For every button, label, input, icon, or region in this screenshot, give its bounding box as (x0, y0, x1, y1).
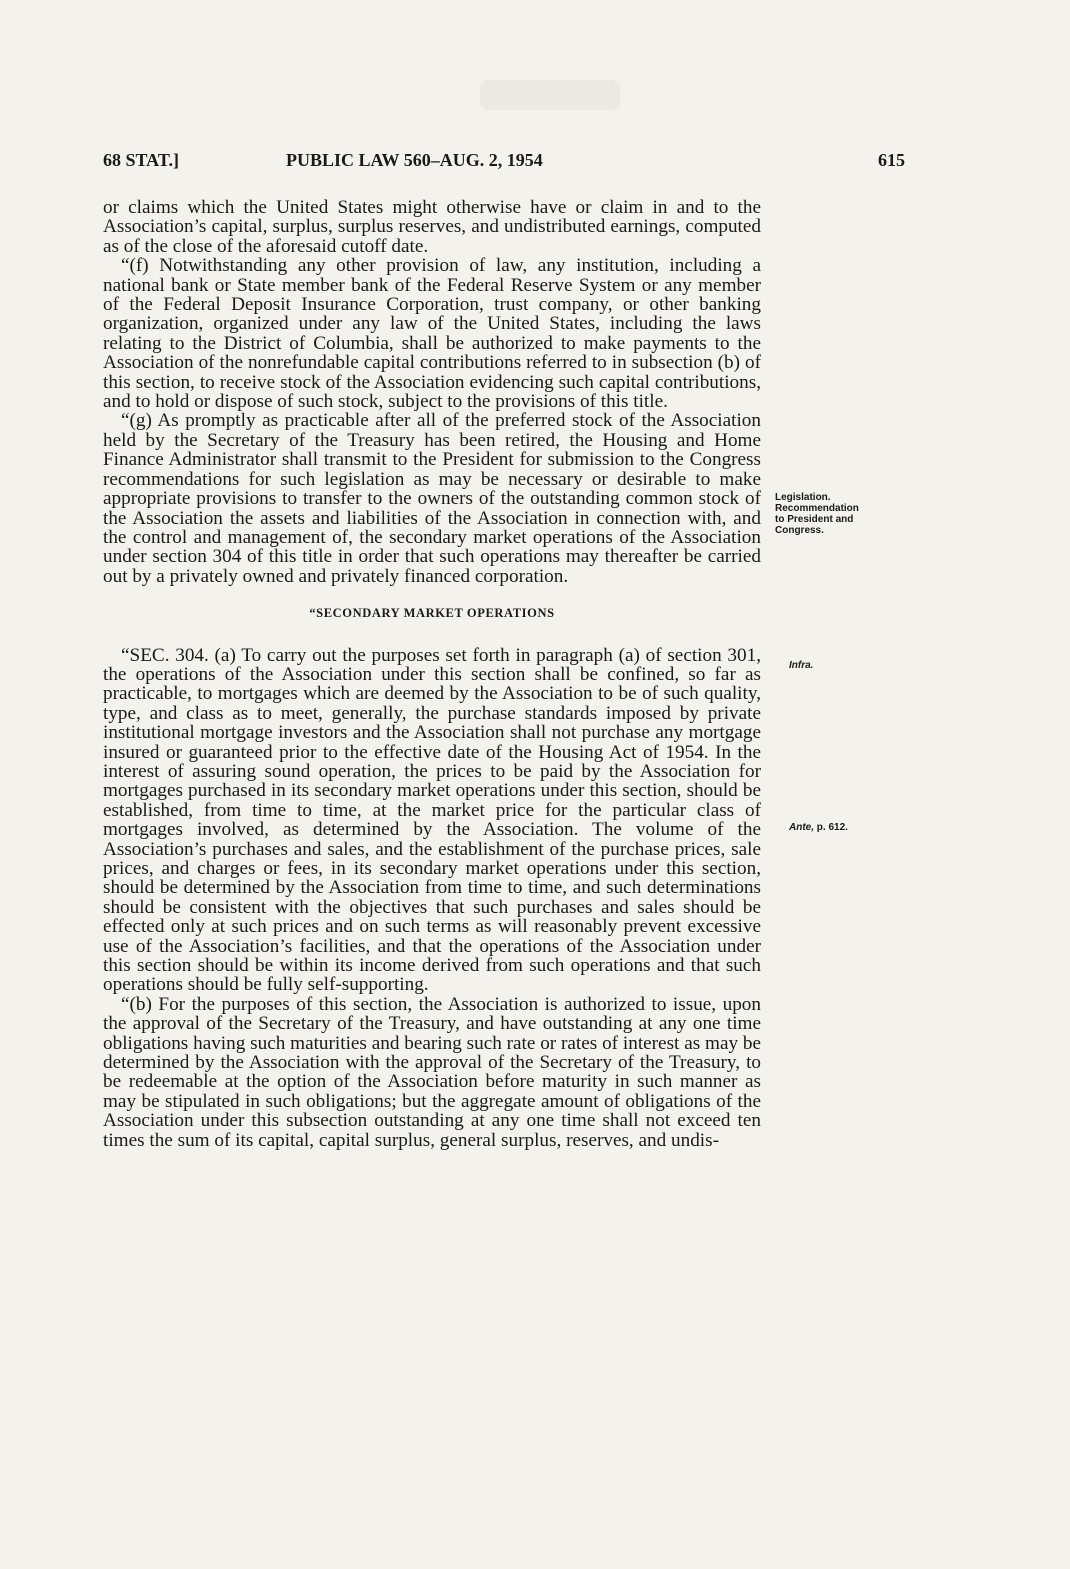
margin-note-line: to President and (775, 514, 854, 525)
paragraph-continuation: or claims which the United States might otherwise have or claim in and to the Association’s capital, surplus, surplus reserves, and undistributed earnings, computed as of the close of the aforesaid cutoff date. (103, 197, 761, 257)
page-header (103, 150, 905, 180)
margin-note-line: Legislation. (775, 492, 831, 503)
margin-note-legislation (775, 492, 925, 536)
margin-note-ante-page: p. 612. (814, 822, 848, 833)
page-number: 615 (878, 150, 905, 170)
margin-note-ante (789, 822, 848, 833)
paragraph-sec-304-a: “SEC. 304. (a) To carry out the purposes set forth in paragraph (a) of section 301, the operations of the Association under this section shall be confined, so far as practicable, to mortgages which are deemed by the Association to be of such quality, type, and class as to meet, generally, the purchase standards imposed by private institutional mortgage investors and the Association shall not purchase any mortgage insured or guaranteed prior to the effective date of the Housing Act of 1954. In the interest of assuring sound operation, the prices to be paid by the Association for mortgages purchased in its secondary market operations under this section, should be established, from time to time, at the market price for the particular class of mortgages involved, as determined by the Association. The volume of the Association’s purchases and sales, and the establishment of the purchase prices, sale prices, and charges or fees, in its secondary market operations under this section, should be determined by the Association from time to time, and such determinations should be consistent with the objectives that such purchases and sales should be effected only at such prices and on such terms as will reasonably prevent excessive use of the Association’s facilities, and that the operations of the Association under this section should be within its income derived from such operations and that such operations should be fully self-supporting. (103, 644, 761, 996)
volume-label: 68 STAT.] (103, 150, 180, 170)
page-smudge (480, 80, 620, 110)
margin-note-infra: Infra. (789, 660, 814, 671)
margin-note-ante-italic: Ante, (789, 822, 814, 833)
paragraph-subsection-g: “(g) As promptly as practicable after all of the preferred stock of the Association held by the Secretary of the Treasury has been retired, the Housing and Home Finance Administrator shall transmit to the President for submission to the Congress recommendations for such legislation as may be necessary or desirable to make appropriate provisions to transfer to the owners of the outstanding common stock of the Association the assets and liabilities of the Association in connection with, and the control and management of, the secondary market operations of the Association under section 304 of this title in order that such operations may thereafter be carried out by a privately owned and privately financed corporation. (103, 410, 761, 587)
margin-note-line: Recommendation (775, 503, 859, 514)
body-text (103, 198, 761, 1150)
margin-note-line: Congress. (775, 525, 824, 536)
section-heading: “SECONDARY MARKET OPERATIONS (309, 606, 555, 621)
paragraph-sec-304-b: “(b) For the purposes of this section, the Association is authorized to issue, upon the approval of the Secretary of the Treasury, and have outstanding at any one time obligations having such maturities and bearing such rate or rates of interest as may be determined by the Association with the approval of the Secretary of the Treasury, to be redeemable at the option of the Association before maturity in such manner as may be stipulated in such obligations; but the aggregate amount of obligations of the Association under this subsection outstanding at any one time shall not exceed ten times the sum of its capital, capital surplus, general surplus, reserves, and undis- (103, 993, 761, 1151)
paragraph-subsection-f: “(f) Notwithstanding any other provision of law, any institution, including a national bank or State member bank of the Federal Reserve System or any member of the Federal Deposit Insurance Corporation, trust company, or other banking organization, organized under any law of the United States, including the laws relating to the District of Columbia, shall be authorized to make payments to the Association of the nonrefundable capital contributions referred to in subsection (b) of this section, to receive stock of the Association evidencing such capital contributions, and to hold or dispose of such stock, subject to the provisions of this title. (103, 255, 761, 413)
law-title: PUBLIC LAW 560–AUG. 2, 1954 (286, 150, 543, 170)
